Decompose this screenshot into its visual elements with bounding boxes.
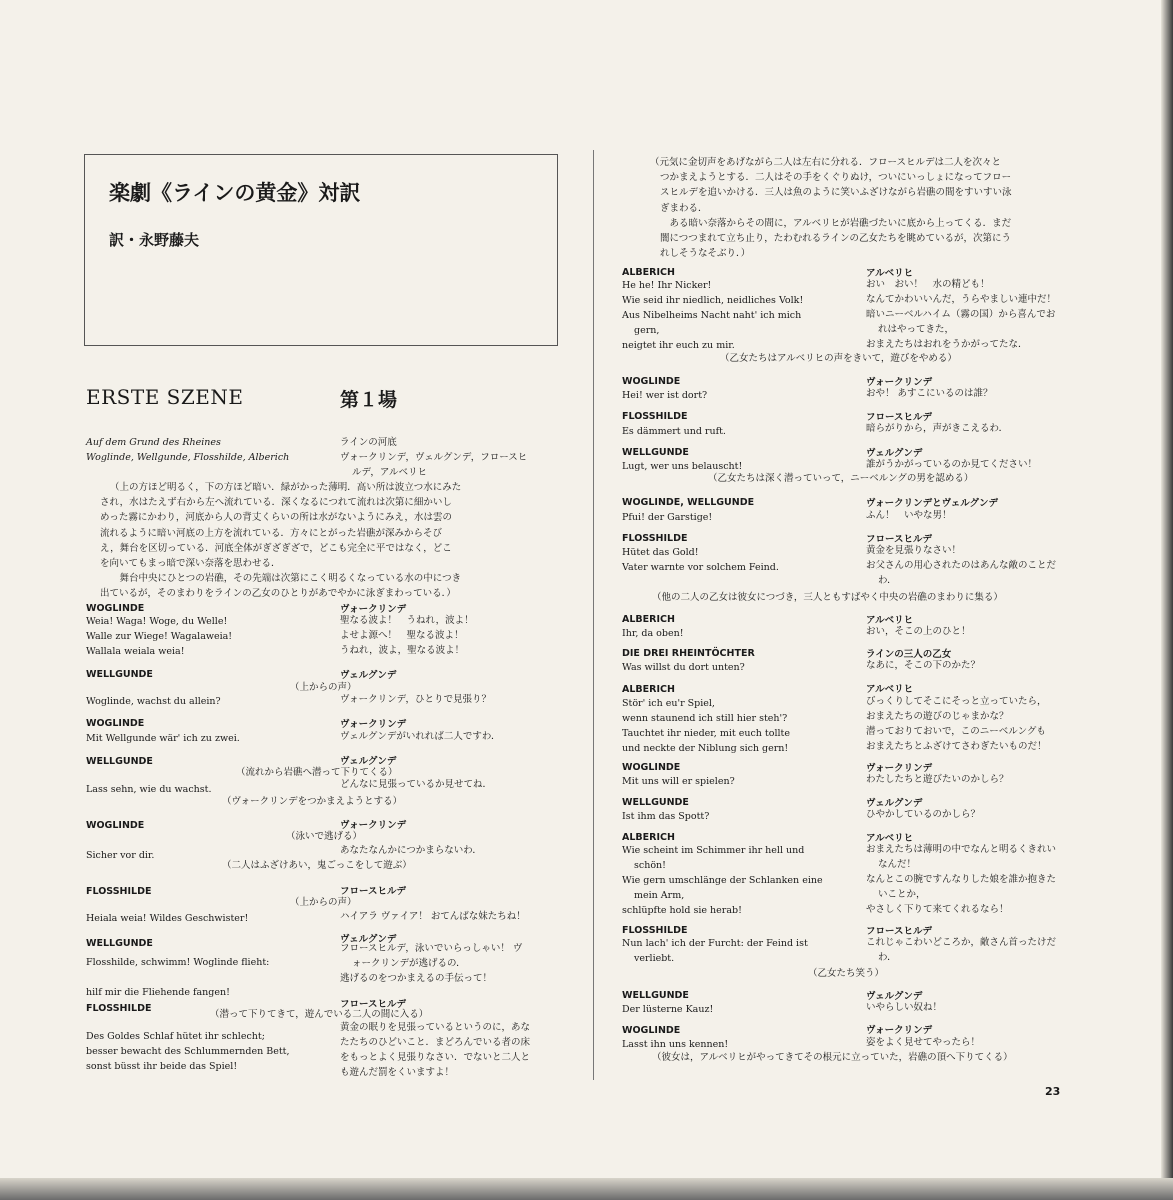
speaker-wellgunde: WELLGUNDE bbox=[622, 447, 689, 458]
speaker-woglinde-jp: ヴォークリンデ bbox=[340, 719, 407, 730]
setting-de: Auf dem Grund des Rheines Woglinde, Wellgunde, Flosshilde, Alberich bbox=[86, 437, 290, 463]
line-de: Ihr, da oben! bbox=[622, 628, 684, 639]
line-jp: 誰がうかがっているのか見てください！ bbox=[866, 459, 1038, 470]
stage-direction: （乙女たちはアルベリヒの声をきいて，遊びをやめる） bbox=[720, 353, 957, 364]
setting-jp: ラインの河底 ヴォークリンデ，ヴェルグンデ，フロースヒ ルデ，アルベリヒ bbox=[340, 437, 528, 478]
speaker-woglinde-wellgunde: WOGLINDE, WELLGUNDE bbox=[622, 497, 755, 508]
speaker-flosshilde-jp: フロースヒルデ bbox=[340, 999, 407, 1010]
line-jp: なあに，そこの下のかた？ bbox=[866, 660, 981, 671]
speaker-flosshilde-jp: フロースヒルデ bbox=[866, 926, 933, 937]
line-de: Es dämmert und ruft. bbox=[622, 426, 726, 437]
speaker-flosshilde-jp: フロースヒルデ bbox=[866, 412, 933, 423]
speaker-woglinde: WOGLINDE bbox=[86, 603, 145, 614]
line-jp: 姿をよく見せてやったら！ bbox=[866, 1037, 981, 1048]
line-jp: おや！ あすこにいるのは誰？ bbox=[866, 388, 993, 399]
speaker-alberich-jp: アルベリヒ bbox=[866, 615, 914, 626]
line-jp: 黄金の眠りを見張っているというのに，あな たたちのひどいこと．まどろんでいる者の床 をもっとよく見張りなさい．でないと二人と も遊んだ罰をくいますよ！ bbox=[340, 1022, 531, 1078]
speaker-woglinde-wellgunde-jp: ヴォークリンデとヴェルグンデ bbox=[866, 498, 999, 509]
page-edge-right bbox=[1161, 0, 1173, 1200]
line-jp: ハイアラ ヴァイア！ おてんばな妹たちね！ bbox=[340, 911, 526, 922]
stage-direction: （彼女は，アルベリヒがやってきてその根元に立っていた，岩礁の頂へ下りてくる） bbox=[652, 1052, 1013, 1063]
page-title: 楽劇《ラインの黄金》対訳 bbox=[109, 181, 361, 205]
speaker-woglinde-jp: ヴォークリンデ bbox=[340, 604, 407, 615]
line-jp: 聖なる波よ！ うねれ，波よ！ よせよ源へ！ 聖なる波よ！ うねれ，波よ，聖なる波よ！ bbox=[340, 615, 474, 656]
speaker-flosshilde: FLOSSHILDE bbox=[622, 533, 688, 544]
line-jp: 黄金を見張りなさい！ お父さんの用心されたのはあんな敵のことだ わ． bbox=[866, 545, 1057, 586]
line-de: Sicher vor dir. bbox=[86, 850, 155, 861]
line-de: Mit Wellgunde wär' ich zu zwei. bbox=[86, 733, 240, 744]
stage-direction: （二人はふざけあい，鬼ごっこをして遊ぶ） bbox=[222, 860, 412, 871]
line-de: Der lüsterne Kauz! bbox=[622, 1004, 714, 1015]
speaker-wellgunde-jp: ヴェルグンデ bbox=[340, 756, 397, 767]
line-de: Ist ihm das Spott? bbox=[622, 811, 710, 822]
speaker-wellgunde-jp: ヴェルグンデ bbox=[866, 991, 923, 1002]
speaker-alberich-jp: アルベリヒ bbox=[866, 833, 914, 844]
speaker-wellgunde: WELLGUNDE bbox=[86, 669, 153, 680]
line-de: Lass sehn, wie du wachst. bbox=[86, 784, 212, 795]
line-jp: びっくりしてそこにそっと立っていたら， おまえたちの遊びのじゃまかな？ 潜っておりておいで，このニーベルングも おまえたちとふざけてさわぎたいものだ！ bbox=[866, 696, 1047, 752]
title-box bbox=[84, 154, 558, 346]
line-de: Flosshilde, schwimm! Woglinde flieht: hilf mir die Fliehende fangen! bbox=[86, 957, 270, 998]
line-de: Stör' ich eu'r Spiel, wenn staunend ich still hier steh'? Tauchtet ihr nieder, mit euch tollte und neckte der Niblung sich gern! bbox=[622, 698, 790, 754]
stage-direction: （上からの声） bbox=[290, 682, 357, 693]
speaker-alberich: ALBERICH bbox=[622, 832, 675, 843]
speaker-wellgunde-jp: ヴェルグンデ bbox=[340, 934, 397, 945]
speaker-woglinde: WOGLINDE bbox=[622, 762, 681, 773]
speaker-wellgunde-jp: ヴェルグンデ bbox=[340, 670, 397, 681]
speaker-alberich-jp: アルベリヒ bbox=[866, 684, 914, 695]
line-de: Mit uns will er spielen? bbox=[622, 776, 735, 787]
column-divider bbox=[593, 150, 594, 1080]
line-de: Wie scheint im Schimmer ihr hell und schön! Wie gern umschlänge der Schlanken eine mein Arm, schlüpfte hold sie herab! bbox=[622, 845, 823, 916]
speaker-drei-rheintoechter-jp: ラインの三人の乙女 bbox=[866, 649, 952, 660]
stage-direction: （乙女たちは深く潜っていって，ニーベルングの男を認める） bbox=[708, 473, 974, 484]
stage-direction: （泳いで逃げる） bbox=[286, 831, 363, 842]
page-number: 23 bbox=[1045, 1085, 1061, 1098]
stage-direction: （ヴォークリンデをつかまえようとする） bbox=[222, 796, 403, 807]
speaker-wellgunde-jp: ヴェルグンデ bbox=[866, 798, 923, 809]
speaker-woglinde: WOGLINDE bbox=[86, 718, 145, 729]
speaker-wellgunde: WELLGUNDE bbox=[86, 938, 153, 949]
stage-direction: （潜って下りてきて，遊んでいる二人の間に入る） bbox=[210, 1009, 429, 1020]
speaker-flosshilde: FLOSSHILDE bbox=[622, 411, 688, 422]
scene-title-de: ERSTE SZENE bbox=[86, 385, 244, 409]
speaker-flosshilde-jp: フロースヒルデ bbox=[340, 886, 407, 897]
line-de: Weia! Waga! Woge, du Welle! Walle zur Wiege! Wagalaweia! Wallala weiala weia! bbox=[86, 616, 233, 657]
line-jp: いやらしい奴ね！ bbox=[866, 1002, 943, 1013]
line-de: Heiala weia! Wildes Geschwister! bbox=[86, 913, 249, 924]
stage-direction: （上からの声） bbox=[290, 897, 357, 908]
stage-direction: （流れから岩礁へ潜って下りてくる） bbox=[236, 767, 398, 778]
line-jp: あなたなんかにつかまらないわ． bbox=[340, 845, 482, 856]
speaker-alberich: ALBERICH bbox=[622, 267, 675, 278]
stage-direction-opening: （上の方ほど明るく，下の方ほど暗い．緑がかった薄明．高い所は波立つ水にみた され，水はたえず右から左へ流れている．深くなるにつれて流れは次第に細かいし めった霧にかわり，河底から人の背丈くらいの所は水がないようにみえ，水は雲の 流れるように暗い河底の上方を流れている．方々にとがった岩礁が深みからそび え，舞台を区切っている．河底全体がぎざぎざで，どこも完全に平ではなく，どこ を向いてもまっ暗で深い奈落を思わせる． 舞台中央にひとつの岩礁，その先端は次第にこく明るくなっている水の中につき 出ているが，そのまわりをラインの乙女のひとりがあでやかに泳ぎまわっている．） bbox=[100, 482, 462, 600]
stage-direction: （他の二人の乙女は彼女につづき，三人ともすばやく中央の岩礁のまわりに集る） bbox=[652, 592, 1003, 603]
stage-direction-right-intro: （元気に金切声をあげながら二人は左右に分れる．フロースヒルデは二人を次々と つかまえようとする．二人はその手をくぐりぬけ，ついにいっしょになってフロー スヒルデを追いかける．三人は魚のように笑いふざけながら岩礁の間をすいすい泳 ぎまわる． ある暗い奈落からその間に，アルベリヒが岩礁づたいに底から上ってくる．まだ 闇につつまれて立ち止り，たわむれるラインの乙女たちを眺めているが，次第にう れしそうなそぶり．） bbox=[650, 157, 1012, 260]
line-jp: ひやかしているのかしら？ bbox=[866, 809, 981, 820]
page-edge-bottom bbox=[0, 1178, 1173, 1200]
line-jp: おい おい！ 水の精ども！ なんてかわいいんだ，うらやましい連中だ！ 暗いニーベルハイム（霧の国）から喜んでお れはやってきた， おまえたちはおれをうかがってたな． bbox=[866, 279, 1057, 350]
scene-title-jp: 第１場 bbox=[340, 389, 398, 411]
line-jp: おい，そこの上のひと！ bbox=[866, 626, 971, 637]
speaker-alberich-jp: アルベリヒ bbox=[866, 268, 914, 279]
speaker-woglinde-jp: ヴォークリンデ bbox=[340, 820, 407, 831]
line-jp: どんなに見張っているか見せてね． bbox=[340, 779, 493, 790]
speaker-alberich: ALBERICH bbox=[622, 614, 675, 625]
speaker-woglinde-jp: ヴォークリンデ bbox=[866, 1025, 933, 1036]
speaker-wellgunde-jp: ヴェルグンデ bbox=[866, 448, 923, 459]
line-de: Woglinde, wachst du allein? bbox=[86, 696, 221, 707]
speaker-woglinde-jp: ヴォークリンデ bbox=[866, 763, 933, 774]
speaker-woglinde: WOGLINDE bbox=[622, 376, 681, 387]
speaker-flosshilde: FLOSSHILDE bbox=[86, 1003, 152, 1014]
line-jp: これじゃこわいどころか，敵さん首ったけだ わ． bbox=[866, 937, 1057, 963]
line-de: He he! Ihr Nicker! Wie seid ihr niedlich, neidliches Volk! Aus Nibelheims Nacht naht' ich mich gern, neigtet ihr euch zu mir. bbox=[622, 280, 804, 351]
speaker-woglinde-jp: ヴォークリンデ bbox=[866, 377, 933, 388]
line-de: Lasst ihn uns kennen! bbox=[622, 1039, 729, 1050]
speaker-flosshilde-jp: フロースヒルデ bbox=[866, 534, 933, 545]
line-jp: おまえたちは薄明の中でなんと明るくきれい なんだ！ なんとこの腕ですんなりした娘を誰か抱きた いことか， やさしく下りて来てくれるなら！ bbox=[866, 844, 1057, 915]
line-de: Lugt, wer uns belauscht! bbox=[622, 461, 743, 472]
speaker-wellgunde: WELLGUNDE bbox=[622, 990, 689, 1001]
line-jp: ヴェルグンデがいれれば二人ですわ． bbox=[340, 731, 501, 742]
line-jp: 暗らがりから，声がきこえるわ． bbox=[866, 423, 1009, 434]
stage-direction: （乙女たち笑う） bbox=[808, 968, 885, 979]
speaker-alberich: ALBERICH bbox=[622, 684, 675, 695]
speaker-flosshilde: FLOSSHILDE bbox=[622, 925, 688, 936]
line-de: Was willst du dort unten? bbox=[622, 662, 745, 673]
speaker-wellgunde: WELLGUNDE bbox=[622, 797, 689, 808]
line-jp: ふん！ いやな男！ bbox=[866, 510, 952, 521]
speaker-drei-rheintoechter: DIE DREI RHEINTÖCHTER bbox=[622, 648, 755, 659]
line-de: Pfui! der Garstige! bbox=[622, 512, 713, 523]
speaker-woglinde: WOGLINDE bbox=[86, 820, 145, 831]
line-de: Hütet das Gold! Vater warnte vor solchem Feind. bbox=[622, 547, 779, 573]
line-de: Hei! wer ist dort? bbox=[622, 390, 708, 401]
line-jp: フロースヒルデ，泳いでいらっしゃい！ ヴ ォークリンデが逃げるの． 逃げるのをつかまえるの手伝って！ bbox=[340, 943, 523, 984]
speaker-flosshilde: FLOSSHILDE bbox=[86, 886, 152, 897]
line-jp: わたしたちと遊びたいのかしら？ bbox=[866, 774, 1009, 785]
line-de: Nun lach' ich der Furcht: der Feind ist verliebt. bbox=[622, 938, 808, 964]
speaker-woglinde: WOGLINDE bbox=[622, 1025, 681, 1036]
line-jp: ヴォークリンデ，ひとりで見張り？ bbox=[340, 694, 491, 705]
translator-credit: 訳・永野藤夫 bbox=[109, 231, 200, 249]
line-de: Des Goldes Schlaf hütet ihr schlecht; besser bewacht des Schlummernden Bett, sonst büsst ihr beide das Spiel! bbox=[86, 1031, 290, 1072]
speaker-wellgunde: WELLGUNDE bbox=[86, 756, 153, 767]
